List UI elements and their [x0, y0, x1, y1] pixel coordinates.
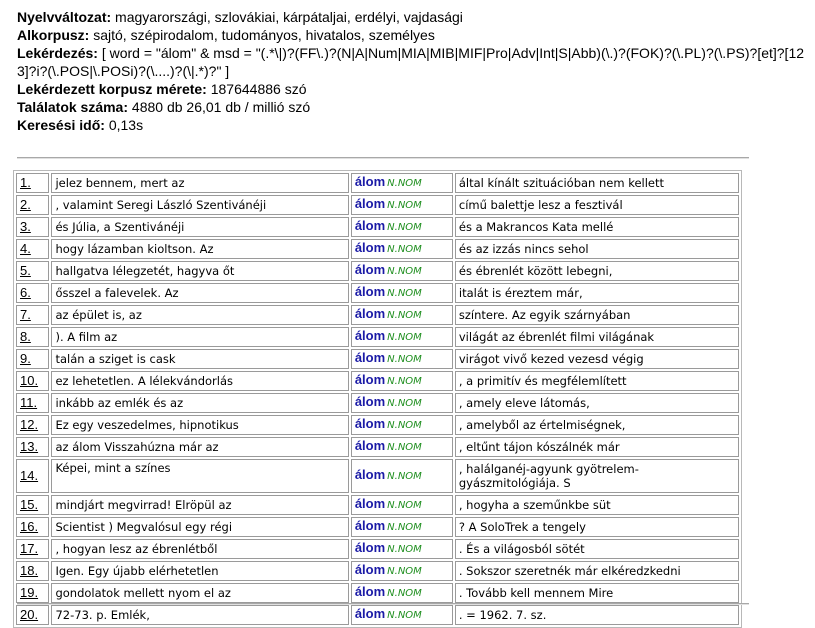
- left-context: ez lehetetlen. A lélekvándorlás: [51, 371, 348, 391]
- table-row: [16, 495, 739, 515]
- keyword-cell: [351, 605, 453, 625]
- table-row: [16, 539, 739, 559]
- keyword-cell: [351, 327, 453, 347]
- left-context: Igen. Egy újabb elérhetetlen: [51, 561, 348, 581]
- row-number-link[interactable]: 16.: [20, 519, 39, 534]
- keyword: álom: [354, 518, 386, 533]
- row-number-cell: [16, 283, 49, 303]
- morph-tag: N.NOM: [387, 544, 422, 555]
- row-number-link[interactable]: 19.: [20, 585, 39, 600]
- keyword: álom: [354, 416, 386, 431]
- row-number-cell: [16, 539, 49, 559]
- left-context: mindjárt megvirrad! Elröpül az: [51, 495, 348, 515]
- row-number-link[interactable]: 3.: [20, 219, 31, 234]
- row-number-link[interactable]: 5.: [20, 263, 31, 278]
- morph-tag: N.NOM: [387, 442, 422, 453]
- keyword-cell: [351, 195, 453, 215]
- keyword-cell: [351, 517, 453, 537]
- search-time-value: 0,13s: [108, 117, 144, 133]
- search-time-row: [17, 116, 807, 134]
- right-context: , hogyha a szeműnkbe süt: [455, 495, 739, 515]
- morph-tag: N.NOM: [387, 471, 422, 482]
- keyword: álom: [354, 372, 386, 387]
- query-label: Lekérdezés:: [17, 45, 98, 61]
- left-context: talán a sziget is cask: [51, 349, 348, 369]
- left-context: Scientist ) Megvalósul egy régi: [51, 517, 348, 537]
- left-context: Ez egy veszedelmes, hipnotikus: [51, 415, 348, 435]
- row-number-link[interactable]: 20.: [20, 607, 39, 622]
- query-row: [17, 44, 807, 80]
- morph-tag: N.NOM: [387, 222, 422, 233]
- row-number-cell: [16, 239, 49, 259]
- right-context: italát is éreztem már,: [455, 283, 739, 303]
- left-context: hallgatva lélegzetét, hagyva őt: [51, 261, 348, 281]
- morph-tag: N.NOM: [387, 310, 422, 321]
- keyword: álom: [354, 284, 386, 299]
- right-context: , amelyből az értelmiségnek,: [455, 415, 739, 435]
- right-context: világát az ébrenlét filmi világának: [455, 327, 739, 347]
- hits-label: Találatok száma:: [17, 99, 129, 115]
- left-context: az álom Visszahúzna már az: [51, 437, 348, 457]
- row-number-link[interactable]: 12.: [20, 417, 39, 432]
- morph-tag: N.NOM: [387, 266, 422, 277]
- row-number-link[interactable]: 2.: [20, 197, 31, 212]
- keyword: álom: [354, 240, 386, 255]
- subcorpus-label: Alkorpusz:: [17, 27, 90, 43]
- row-number-link[interactable]: 8.: [20, 329, 31, 344]
- corpus-size-label: Lekérdezett korpusz mérete:: [17, 81, 207, 97]
- row-number-link[interactable]: 17.: [20, 541, 39, 556]
- right-context: . Tovább kell mennem Mire: [455, 583, 739, 603]
- hits-value: 4880 db 26,01 db / millió szó: [131, 99, 311, 115]
- row-number-link[interactable]: 10.: [20, 373, 39, 388]
- row-number-cell: [16, 195, 49, 215]
- right-context: . És a világosból sötét: [455, 539, 739, 559]
- table-row: [16, 371, 739, 391]
- row-number-link[interactable]: 4.: [20, 241, 31, 256]
- right-context: , eltűnt tájon kószálnék már: [455, 437, 739, 457]
- right-context: színtere. Az egyik szárnyában: [455, 305, 739, 325]
- table-row: [16, 173, 739, 193]
- left-context: és Júlia, a Szentivánéji: [51, 217, 348, 237]
- variant-value: magyarországi, szlovákiai, kárpátaljai, erdélyi, vajdasági: [115, 9, 463, 25]
- row-number-link[interactable]: 7.: [20, 307, 31, 322]
- morph-tag: N.NOM: [387, 332, 422, 343]
- divider-top: [17, 157, 749, 159]
- table-row: [16, 393, 739, 413]
- row-number-cell: [16, 459, 49, 493]
- row-number-cell: [16, 561, 49, 581]
- table-row: [16, 327, 739, 347]
- row-number-cell: [16, 583, 49, 603]
- keyword: álom: [354, 306, 386, 321]
- keyword: álom: [354, 196, 386, 211]
- row-number-cell: [16, 437, 49, 457]
- row-number-link[interactable]: 15.: [20, 497, 39, 512]
- table-row: [16, 217, 739, 237]
- keyword-cell: [351, 415, 453, 435]
- row-number-cell: [16, 327, 49, 347]
- morph-tag: N.NOM: [387, 178, 422, 189]
- keyword: álom: [354, 174, 386, 189]
- morph-tag: N.NOM: [387, 610, 422, 621]
- left-context: ősszel a falevelek. Az: [51, 283, 348, 303]
- search-time-label: Keresési idő:: [17, 117, 105, 133]
- table-row: [16, 561, 739, 581]
- left-context: , hogyan lesz az ébrenlétből: [51, 539, 348, 559]
- morph-tag: N.NOM: [387, 354, 422, 365]
- right-context: , a primitív és megfélemlített: [455, 371, 739, 391]
- keyword-cell: [351, 539, 453, 559]
- keyword-cell: [351, 239, 453, 259]
- keyword: álom: [354, 438, 386, 453]
- right-context: és az izzás nincs sehol: [455, 239, 739, 259]
- keyword: álom: [354, 584, 386, 599]
- keyword-cell: [351, 217, 453, 237]
- left-context: hogy lázamban kioltson. Az: [51, 239, 348, 259]
- right-context: virágot vivő kezed vezesd végig: [455, 349, 739, 369]
- morph-tag: N.NOM: [387, 288, 422, 299]
- right-context: . Sokszor szeretnék már elkéredzkedni: [455, 561, 739, 581]
- table-row: [16, 459, 739, 493]
- table-row: [16, 583, 739, 603]
- row-number-link[interactable]: 11.: [20, 395, 38, 410]
- morph-tag: N.NOM: [387, 500, 422, 511]
- morph-tag: N.NOM: [387, 522, 422, 533]
- left-context: jelez bennem, mert az: [51, 173, 348, 193]
- divider-bottom: [17, 603, 749, 605]
- variant-row: [17, 8, 807, 26]
- morph-tag: N.NOM: [387, 376, 422, 387]
- keyword: álom: [354, 218, 386, 233]
- row-number-cell: [16, 261, 49, 281]
- keyword: álom: [354, 328, 386, 343]
- morph-tag: N.NOM: [387, 420, 422, 431]
- row-number-cell: [16, 371, 49, 391]
- row-number-link[interactable]: 18.: [20, 563, 39, 578]
- right-context: . = 1962. 7. sz.: [455, 605, 739, 625]
- keyword-cell: [351, 371, 453, 391]
- table-row: [16, 305, 739, 325]
- table-row: [16, 239, 739, 259]
- left-context: gondolatok mellett nyom el az: [51, 583, 348, 603]
- row-number-link[interactable]: 1.: [20, 175, 31, 190]
- variant-label: Nyelvváltozat:: [17, 9, 112, 25]
- keyword: álom: [354, 496, 386, 511]
- keyword: álom: [354, 262, 386, 277]
- left-context: , valamint Seregi László Szentivánéji: [51, 195, 348, 215]
- morph-tag: N.NOM: [387, 566, 422, 577]
- keyword-cell: [351, 261, 453, 281]
- row-number-cell: [16, 217, 49, 237]
- query-info: [17, 8, 807, 134]
- table-row: [16, 437, 739, 457]
- keyword-cell: [351, 459, 453, 493]
- left-context: az épület is, az: [51, 305, 348, 325]
- left-context: 72-73. p. Emlék,: [51, 605, 348, 625]
- table-row: [16, 517, 739, 537]
- table-row: [16, 261, 739, 281]
- left-context: Képei, mint a színes: [51, 459, 348, 493]
- row-number-cell: [16, 517, 49, 537]
- subcorpus-value: sajtó, szépirodalom, tudományos, hivatalos, személyes: [93, 27, 435, 43]
- row-number-link[interactable]: 13.: [20, 439, 39, 454]
- keyword-cell: [351, 173, 453, 193]
- row-number-link[interactable]: 14.: [20, 468, 39, 483]
- query-value: [ word = "álom" & msd = "(.*\|)?(FF\.)?(N|A|Num|MIA|MIB|MIF|Pro|Adv|Int|S|Abb)(\.)?(FOK)?(\.PL)?(\.PS)?[et]?[123]?i?(\.POS|\.POSi)?(\....)?(\|.*)?" ]: [17, 45, 805, 79]
- left-context: inkább az emlék és az: [51, 393, 348, 413]
- right-context: , amely eleve látomás,: [455, 393, 739, 413]
- morph-tag: N.NOM: [387, 244, 422, 255]
- results-body: [16, 173, 739, 625]
- row-number-cell: [16, 605, 49, 625]
- right-context: című balettje lesz a fesztivál: [455, 195, 739, 215]
- corpus-size-row: [17, 80, 807, 98]
- table-row: [16, 605, 739, 625]
- keyword-cell: [351, 349, 453, 369]
- right-context: által kínált szituációban nem kellett: [455, 173, 739, 193]
- subcorpus-row: [17, 26, 807, 44]
- right-context: ? A SoloTrek a tengely: [455, 517, 739, 537]
- corpus-size-value: 187644886 szó: [210, 81, 307, 97]
- keyword: álom: [354, 350, 386, 365]
- results-table: [13, 170, 742, 628]
- keyword-cell: [351, 561, 453, 581]
- keyword-cell: [351, 583, 453, 603]
- row-number-cell: [16, 305, 49, 325]
- row-number-cell: [16, 495, 49, 515]
- keyword: álom: [354, 606, 386, 621]
- row-number-link[interactable]: 9.: [20, 351, 31, 366]
- keyword: álom: [354, 467, 386, 482]
- right-context: , halálganéj-agyunk gyötrelem-gyászmitológiája. S: [455, 459, 739, 493]
- morph-tag: N.NOM: [387, 398, 422, 409]
- keyword-cell: [351, 305, 453, 325]
- right-context: és ébrenlét között lebegni,: [455, 261, 739, 281]
- row-number-cell: [16, 173, 49, 193]
- right-context: és a Makrancos Kata mellé: [455, 217, 739, 237]
- hits-row: [17, 98, 807, 116]
- table-row: [16, 283, 739, 303]
- keyword-cell: [351, 437, 453, 457]
- keyword-cell: [351, 393, 453, 413]
- table-row: [16, 415, 739, 435]
- keyword: álom: [354, 540, 386, 555]
- row-number-cell: [16, 349, 49, 369]
- row-number-cell: [16, 393, 49, 413]
- table-row: [16, 195, 739, 215]
- left-context: ). A film az: [51, 327, 348, 347]
- keyword: álom: [354, 562, 386, 577]
- row-number-link[interactable]: 6.: [20, 285, 31, 300]
- row-number-cell: [16, 415, 49, 435]
- morph-tag: N.NOM: [387, 200, 422, 211]
- keyword-cell: [351, 495, 453, 515]
- keyword: álom: [354, 394, 386, 409]
- morph-tag: N.NOM: [387, 588, 422, 599]
- keyword-cell: [351, 283, 453, 303]
- table-row: [16, 349, 739, 369]
